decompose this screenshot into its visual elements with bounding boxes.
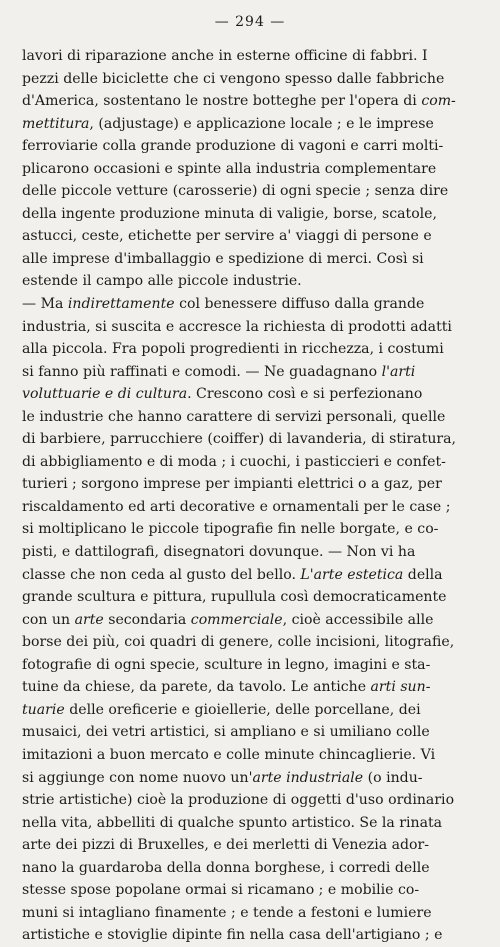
text-run: estende il campo alle piccole industrie. — [22, 273, 302, 290]
text-run: si aggiunge con nome nuovo un' — [22, 769, 253, 786]
text-run: stesse spose popolane ormai si ricamano ; e mobilie co- — [22, 882, 420, 899]
text-run: di barbiere, parrucchiere (coiffer) di lavanderia, di stiratura, — [22, 431, 457, 448]
text-run: secondaria — [103, 611, 191, 628]
text-line — [22, 676, 490, 699]
italic-run: l'arti — [381, 363, 416, 380]
text-run: . Crescono così e si perfezionano — [187, 386, 423, 403]
text-line — [22, 90, 490, 113]
text-line — [22, 586, 490, 609]
text-line — [22, 135, 490, 158]
text-run: classe che non ceda al gusto del bello. — [22, 566, 301, 583]
text-run: alle imprese d'imballaggio e spedizione di merci. Così si — [22, 250, 424, 267]
text-line — [22, 496, 490, 519]
text-run: turieri ; sorgono imprese per impianti elettrici o a gaz, per — [22, 476, 442, 493]
text-line — [22, 767, 490, 790]
text-line — [22, 225, 490, 248]
text-line — [22, 293, 490, 316]
text-run: della ingente produzione minuta di valigie, borse, scatole, — [22, 205, 438, 222]
text-line — [22, 406, 490, 429]
text-run: astucci, ceste, etichette per servire a' viaggi di persone e — [22, 228, 432, 245]
text-line — [22, 879, 490, 902]
text-run: imitazioni a buon mercato e colle minute chincaglierie. Vi — [22, 746, 436, 763]
text-run: delle oreficerie e gioiellerie, delle porcellane, dei — [64, 701, 421, 718]
italic-run: commerciale — [190, 611, 283, 628]
text-line — [22, 834, 490, 857]
text-run: le industrie che hanno carattere di servizi personali, quelle — [22, 408, 446, 425]
text-line — [22, 316, 490, 339]
text-run: delle piccole vetture (carosserie) di ogni specie ; senza dire — [22, 183, 449, 200]
italic-run: arti sun- — [370, 679, 431, 696]
text-line — [22, 541, 490, 564]
text-run: — Ma — [22, 296, 68, 313]
text-line — [22, 473, 490, 496]
text-run: si moltiplicano le piccole tipografie fin nelle borgate, e co- — [22, 521, 439, 538]
text-run: plicarono occasioni e spinte alla industria complementare — [22, 160, 437, 177]
text-line — [22, 744, 490, 767]
text-run: fotografie di ogni specie, sculture in legno, imagini e sta- — [22, 656, 431, 673]
text-line — [22, 857, 490, 880]
text-run: muni si intagliano finamente ; e tende a festoni e lumiere — [22, 904, 432, 921]
text-line — [22, 789, 490, 812]
text-line — [22, 248, 490, 271]
text-line — [22, 68, 490, 91]
text-run: di abbigliamento e di moda ; i cuochi, i pasticcieri e confet- — [22, 453, 446, 470]
text-run: nella vita, abbelliti di qualche spunto artistico. Se la rinata — [22, 814, 443, 831]
text-run: , (adjustage) e applicazione locale ; e le imprese — [89, 115, 434, 132]
text-line — [22, 361, 490, 384]
text-line — [22, 812, 490, 835]
body-text — [22, 45, 490, 947]
italic-run: voluttuarie e di cultura — [22, 386, 188, 403]
text-run: artistiche e stoviglie dipinte fin nella casa dell'artigiano ; e — [22, 927, 443, 944]
text-run: ferroviarie colla grande produzione di vagoni e carri molti- — [22, 138, 444, 155]
text-run: lavori di riparazione anche in esterne officine di fabbri. I — [22, 48, 428, 64]
text-run: riscaldamento ed arti decorative e ornamentali per le case ; — [22, 498, 451, 515]
text-run: arte dei pizzi di Bruxelles, e dei merletti di Venezia ador- — [22, 837, 430, 854]
text-line — [22, 113, 490, 136]
italic-run: mettitura — [22, 115, 90, 132]
text-run: (o indu- — [363, 769, 423, 786]
text-line — [22, 383, 490, 406]
text-line — [22, 721, 490, 744]
text-line — [22, 428, 490, 451]
italic-run: tuarie — [22, 701, 65, 718]
page-number: — 294 — — [214, 14, 286, 30]
text-line — [22, 699, 490, 722]
text-line — [22, 270, 490, 293]
text-run: si fanno più raffinati e comodi. — Ne guadagnano — [22, 363, 382, 380]
text-run: , cioè accessibile alle — [282, 611, 434, 628]
text-run: della — [403, 566, 443, 583]
text-run: pisti, e dattilografi, disegnatori dovunque. — Non vi ha — [22, 544, 416, 561]
italic-run: arte industriale — [252, 769, 364, 786]
text-line — [22, 902, 490, 925]
text-line — [22, 564, 490, 587]
text-run: industria, si suscita e accresce la richiesta di prodotti adatti — [22, 318, 452, 335]
text-run: tuine da chiese, da parete, da tavolo. Le antiche — [22, 679, 371, 696]
text-line — [22, 631, 490, 654]
italic-run: L'arte estetica — [300, 566, 404, 583]
text-line — [22, 45, 490, 68]
text-run: musaici, dei vetri artistici, si ampliano e si umiliano colle — [22, 724, 430, 741]
italic-run: com- — [421, 93, 456, 110]
text-run: col benessere diffuso dalla grande — [174, 296, 425, 313]
text-run: d'America, sostentano le nostre botteghe per l'opera di — [22, 93, 422, 110]
text-line — [22, 158, 490, 181]
text-run: alla piccola. Fra popoli progredienti in ricchezza, i costumi — [22, 341, 444, 358]
text-line — [22, 924, 490, 947]
text-line — [22, 203, 490, 226]
italic-run: indirettamente — [67, 296, 175, 313]
text-run: nano la guardaroba della donna borghese, i corredi delle — [22, 859, 430, 876]
text-line — [22, 518, 490, 541]
text-run: grande scultura e pittura, rupullula così democraticamente — [22, 589, 447, 606]
italic-run: arte — [74, 611, 104, 628]
text-run: strie artistiche) cioè la produzione di oggetti d'uso ordinario — [22, 792, 455, 809]
text-line — [22, 338, 490, 361]
text-line — [22, 180, 490, 203]
text-line — [22, 609, 490, 632]
text-run: pezzi delle biciclette che ci vengono spesso dalle fabbriche — [22, 70, 445, 87]
text-run: borse dei più, coi quadri di genere, colle incisioni, litografie, — [22, 634, 455, 651]
text-line — [22, 654, 490, 677]
text-line — [22, 451, 490, 474]
text-run: con un — [22, 611, 75, 628]
